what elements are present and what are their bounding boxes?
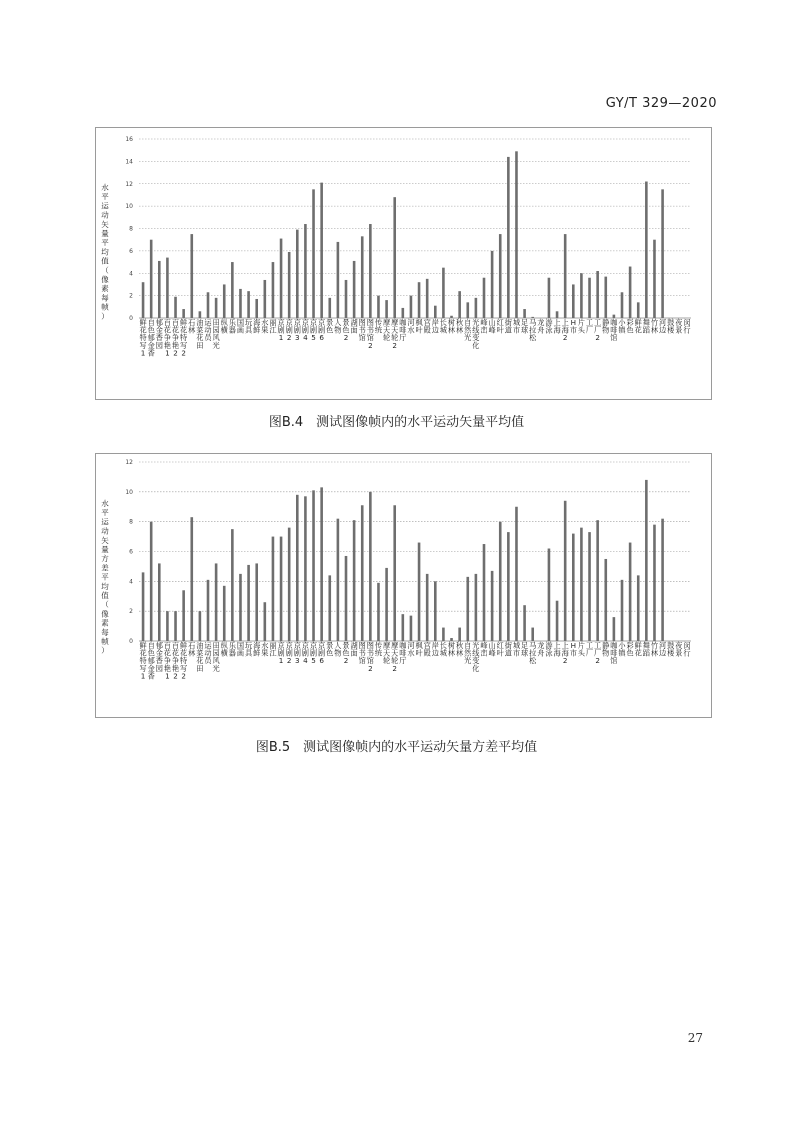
bar bbox=[466, 577, 469, 641]
x-category-label: 油菜花田 bbox=[196, 318, 204, 350]
bar bbox=[345, 280, 348, 318]
y-tick-label: 10 bbox=[125, 203, 133, 211]
bar bbox=[402, 614, 405, 641]
bar bbox=[231, 262, 234, 318]
x-category-label: 长城 bbox=[439, 641, 448, 658]
x-category-label: 摩天轮 2 bbox=[391, 641, 399, 673]
bar bbox=[621, 580, 624, 641]
x-category-label: 河边 bbox=[658, 641, 667, 658]
y-tick-label: 10 bbox=[125, 488, 133, 496]
bar bbox=[353, 520, 356, 641]
bar bbox=[507, 157, 510, 318]
bar bbox=[556, 601, 559, 641]
x-category-label: 百花争艳 2 bbox=[171, 318, 180, 358]
bar bbox=[556, 311, 559, 318]
x-category-label: 光线变化 bbox=[472, 641, 480, 673]
bar bbox=[353, 261, 356, 318]
x-category-label: 城市 bbox=[512, 641, 521, 658]
x-category-label: 京剧 4 bbox=[301, 318, 310, 343]
x-category-label: 城市 bbox=[512, 318, 521, 335]
x-category-label: 工厂 bbox=[585, 318, 594, 335]
bar bbox=[142, 282, 145, 318]
x-category-label: 湖面 bbox=[350, 318, 358, 335]
x-category-label: 静物 bbox=[602, 318, 610, 335]
bar bbox=[604, 559, 607, 641]
bar bbox=[199, 611, 202, 641]
bar bbox=[345, 556, 348, 641]
bar bbox=[272, 262, 275, 318]
x-category-label: 鼓楼 bbox=[667, 641, 675, 658]
x-category-label: 咖啡厅 bbox=[399, 641, 407, 666]
bar bbox=[491, 251, 494, 318]
x-category-label: 秋林 bbox=[456, 318, 464, 335]
x-category-label: 自色郁金香 bbox=[147, 641, 155, 681]
bar bbox=[369, 224, 372, 318]
bar bbox=[458, 291, 461, 318]
bar bbox=[426, 279, 429, 318]
x-category-label: 京剧 3 bbox=[293, 641, 301, 666]
bar bbox=[166, 611, 169, 641]
bar bbox=[418, 282, 421, 318]
x-category-label: 鲜花特写 2 bbox=[180, 318, 188, 358]
x-category-label: 运动员 bbox=[204, 318, 212, 343]
x-category-label: 树林 bbox=[447, 641, 456, 658]
x-category-label: 河边 bbox=[658, 318, 667, 335]
bar bbox=[661, 189, 664, 318]
x-category-label: 景色 2 bbox=[342, 318, 350, 343]
bar bbox=[337, 242, 340, 318]
bar bbox=[174, 297, 177, 318]
x-category-label: 鲜花 bbox=[634, 641, 642, 658]
chart-frame-b5 bbox=[95, 453, 712, 718]
bar bbox=[255, 563, 258, 641]
x-category-label: 湖面 bbox=[350, 641, 358, 658]
bar bbox=[572, 284, 575, 318]
x-category-label: 鼓楼 bbox=[667, 318, 675, 335]
x-category-label: 山峰 bbox=[488, 641, 496, 658]
y-tick-label: 16 bbox=[125, 136, 133, 143]
x-category-label: 舞蹈 bbox=[642, 641, 650, 658]
bar bbox=[385, 300, 388, 318]
bar bbox=[426, 574, 429, 641]
bar bbox=[361, 505, 364, 641]
bar bbox=[304, 224, 307, 318]
figure-caption-b4: 图B.4 测试图像帧内的水平运动矢量平均值 bbox=[268, 415, 525, 430]
bar bbox=[296, 230, 299, 318]
bar bbox=[190, 517, 193, 641]
x-category-label: 秋林 bbox=[456, 641, 464, 658]
bar bbox=[491, 571, 494, 641]
bar bbox=[361, 236, 364, 318]
x-category-label: 传统 bbox=[374, 318, 383, 335]
x-category-label: 马拉松 bbox=[529, 641, 537, 666]
bar bbox=[434, 306, 437, 318]
bar bbox=[320, 487, 323, 641]
x-category-label: 山峰 bbox=[488, 318, 496, 335]
bar bbox=[523, 605, 526, 641]
bar bbox=[385, 568, 388, 641]
x-category-label: 图书馆 bbox=[358, 641, 366, 666]
x-category-label: 运动员 bbox=[204, 641, 212, 666]
bar bbox=[588, 278, 591, 318]
bar bbox=[466, 302, 469, 318]
y-tick-label: 4 bbox=[129, 270, 133, 278]
bar bbox=[621, 292, 624, 318]
bar bbox=[596, 271, 599, 318]
x-category-label: 长城 bbox=[439, 318, 448, 335]
x-category-label: 咖啡厅 bbox=[399, 318, 407, 343]
x-category-label: 河水 bbox=[407, 318, 415, 335]
bar bbox=[377, 296, 380, 318]
x-category-label: 景色 bbox=[326, 641, 334, 658]
bar bbox=[369, 492, 372, 641]
x-category-label: 景色 2 bbox=[342, 641, 350, 666]
bar bbox=[564, 501, 567, 641]
bar bbox=[588, 532, 591, 641]
y-axis-label: 水平运动矢量方差平均值（像素每帧） bbox=[101, 499, 109, 656]
x-category-label: 峰峦 bbox=[480, 318, 488, 335]
x-category-label: 京剧 3 bbox=[293, 318, 301, 343]
x-category-label: 玩具 bbox=[244, 318, 253, 335]
x-category-label: 自色郁金香 bbox=[147, 318, 155, 358]
bar bbox=[410, 296, 413, 318]
x-category-label: 鲜花特写 2 bbox=[180, 641, 188, 681]
x-category-label: 片头 bbox=[577, 641, 586, 658]
bar bbox=[174, 611, 177, 641]
bar bbox=[158, 563, 161, 641]
bar bbox=[572, 534, 575, 641]
x-category-label: 工厂 2 bbox=[594, 641, 602, 666]
bar bbox=[645, 480, 648, 641]
x-category-label: 纵横 bbox=[220, 641, 228, 658]
bar bbox=[288, 528, 291, 641]
bar bbox=[223, 284, 226, 318]
x-category-label: H 市 bbox=[569, 641, 577, 658]
y-tick-label: 0 bbox=[129, 638, 133, 645]
x-category-label: 龙舟 bbox=[537, 318, 545, 335]
bar bbox=[215, 563, 218, 641]
x-category-label: 水果 bbox=[261, 318, 269, 335]
bar bbox=[499, 234, 502, 318]
x-category-label: 竹林 bbox=[650, 641, 659, 658]
bar bbox=[596, 520, 599, 641]
x-category-label: 景色 bbox=[326, 318, 334, 335]
x-category-label: 鲜花特写 1 bbox=[139, 318, 147, 358]
x-category-label: 国画 bbox=[236, 318, 245, 335]
bar bbox=[637, 575, 640, 641]
x-category-label: 舞蹈 bbox=[642, 318, 650, 335]
bar bbox=[515, 507, 518, 641]
x-category-label: 光线变化 bbox=[472, 318, 480, 350]
bar bbox=[296, 495, 299, 641]
chart-b5-horizontal-mv-variance bbox=[96, 454, 713, 719]
x-category-label: 工厂 2 bbox=[594, 318, 602, 343]
y-tick-label: 12 bbox=[125, 459, 133, 466]
y-tick-label: 8 bbox=[129, 518, 133, 526]
bar bbox=[142, 572, 145, 641]
x-category-label: 上海 bbox=[553, 641, 561, 658]
x-category-label: 图书馆 bbox=[358, 318, 366, 343]
x-category-label: 京剧 5 bbox=[309, 318, 318, 343]
x-category-label: 京剧 5 bbox=[309, 641, 318, 666]
bar bbox=[548, 278, 551, 318]
x-category-label: 岸边 bbox=[431, 641, 439, 658]
bar bbox=[442, 268, 445, 318]
x-category-label: 摩天轮 bbox=[382, 318, 391, 343]
chart-b4-horizontal-mv-mean bbox=[96, 128, 713, 401]
x-category-label: 郁金香园 bbox=[155, 641, 163, 673]
bar bbox=[328, 298, 331, 318]
bar bbox=[337, 519, 340, 641]
x-category-label: 树林 bbox=[447, 318, 456, 335]
bar bbox=[604, 277, 607, 318]
y-tick-label: 2 bbox=[129, 292, 133, 300]
bar bbox=[483, 278, 486, 318]
x-category-label: 郁金香园 bbox=[155, 318, 163, 350]
bar bbox=[458, 628, 461, 641]
chart-frame-b4 bbox=[95, 127, 712, 400]
bar bbox=[264, 280, 267, 318]
x-category-label: 京剧 1 bbox=[277, 641, 285, 666]
bar bbox=[523, 309, 526, 318]
x-category-label: 咖啡馆 bbox=[610, 318, 618, 343]
bar bbox=[255, 299, 258, 318]
bar bbox=[231, 529, 234, 641]
x-category-label: 石林 bbox=[188, 641, 196, 658]
bar bbox=[483, 544, 486, 641]
y-tick-label: 2 bbox=[129, 608, 133, 616]
x-category-label: 百花争艳 1 bbox=[163, 641, 172, 681]
figure-caption-b5: 图B.5 测试图像帧内的水平运动矢量方差平均值 bbox=[255, 740, 538, 755]
bar bbox=[580, 273, 583, 318]
bar bbox=[418, 543, 421, 641]
x-category-label: H 市 bbox=[569, 318, 577, 335]
x-category-label: 摩天轮 bbox=[382, 641, 391, 666]
x-category-label: 水果 bbox=[261, 641, 269, 658]
x-category-label: 玩具 bbox=[244, 641, 253, 658]
x-category-label: 百花争艳 1 bbox=[163, 318, 172, 358]
bar bbox=[190, 234, 193, 318]
x-category-label: 片头 bbox=[577, 318, 586, 335]
x-category-label: 小镇 bbox=[618, 318, 626, 335]
y-axis-label: 水平运动矢量平均值（像素每帧） bbox=[101, 183, 109, 321]
bar bbox=[247, 565, 250, 641]
x-category-label: 京剧 4 bbox=[301, 641, 310, 666]
bar bbox=[182, 309, 185, 318]
x-category-label: 彩色 bbox=[626, 641, 634, 658]
bar bbox=[312, 189, 315, 318]
x-category-label: 上海 bbox=[553, 318, 561, 335]
bar bbox=[150, 522, 153, 641]
bar bbox=[548, 549, 551, 641]
bar bbox=[280, 537, 283, 641]
y-tick-label: 6 bbox=[129, 548, 133, 556]
x-category-label: 枫叶 bbox=[415, 641, 423, 658]
x-category-label: 静物 bbox=[602, 641, 610, 658]
bar bbox=[215, 298, 218, 318]
x-category-label: 自然光 bbox=[464, 641, 472, 666]
x-category-label: 鲜花 bbox=[634, 318, 642, 335]
x-category-label: 足球 bbox=[520, 318, 529, 335]
x-category-label: 岸边 bbox=[431, 318, 439, 335]
x-category-label: 田园风光 bbox=[212, 641, 220, 673]
x-category-label: 夜景 bbox=[675, 641, 683, 658]
bar bbox=[475, 574, 478, 641]
x-category-label: 宫殿 bbox=[423, 318, 431, 335]
x-category-label: 人物 bbox=[334, 318, 342, 335]
bar bbox=[264, 602, 267, 641]
bar bbox=[304, 496, 307, 641]
bar bbox=[328, 575, 331, 641]
x-category-label: 河水 bbox=[407, 641, 415, 658]
x-category-label: 丽江 bbox=[269, 318, 277, 335]
x-category-label: 图书馆 2 bbox=[366, 641, 374, 673]
bar bbox=[207, 292, 210, 318]
bar bbox=[475, 298, 478, 318]
x-category-label: 街道 bbox=[504, 318, 512, 335]
x-category-label: 游泳 bbox=[545, 641, 553, 658]
bar bbox=[158, 261, 161, 318]
bar bbox=[507, 532, 510, 641]
y-tick-label: 8 bbox=[129, 225, 133, 233]
x-category-label: 龙舟 bbox=[537, 641, 545, 658]
bar bbox=[312, 490, 315, 641]
x-category-label: 乐器 bbox=[228, 641, 236, 658]
bar bbox=[182, 590, 185, 641]
x-category-label: 游泳 bbox=[545, 318, 553, 335]
bar bbox=[531, 628, 534, 641]
x-category-label: 马拉松 bbox=[529, 318, 537, 343]
bar bbox=[402, 308, 405, 318]
x-category-label: 工厂 bbox=[585, 641, 594, 658]
x-category-label: 人物 bbox=[334, 641, 342, 658]
bar bbox=[239, 289, 242, 318]
bar bbox=[661, 519, 664, 641]
x-category-label: 枫叶 bbox=[415, 318, 423, 335]
x-category-label: 京剧 1 bbox=[277, 318, 285, 343]
x-category-label: 宫殿 bbox=[423, 641, 431, 658]
bar bbox=[629, 543, 632, 641]
x-category-label: 上海 2 bbox=[561, 641, 569, 666]
x-category-label: 京剧 2 bbox=[285, 641, 293, 666]
x-category-label: 鲜花特写 1 bbox=[139, 641, 147, 681]
x-category-label: 闵行 bbox=[683, 318, 691, 335]
x-category-label: 京剧 6 bbox=[318, 641, 326, 666]
x-category-label: 油菜花田 bbox=[196, 641, 204, 673]
bar bbox=[637, 302, 640, 318]
x-category-label: 海鲜 bbox=[253, 641, 261, 658]
x-category-label: 图书馆 2 bbox=[366, 318, 374, 350]
x-category-label: 丽江 bbox=[269, 641, 277, 658]
bar bbox=[288, 252, 291, 318]
bar bbox=[499, 522, 502, 641]
x-category-label: 乐器 bbox=[228, 318, 236, 335]
bar bbox=[247, 291, 250, 318]
bar bbox=[320, 183, 323, 318]
x-category-label: 京剧 6 bbox=[318, 318, 326, 343]
x-category-label: 海鲜 bbox=[253, 318, 261, 335]
x-category-label: 摩天轮 2 bbox=[391, 318, 399, 350]
y-tick-label: 12 bbox=[125, 180, 133, 188]
bar bbox=[410, 616, 413, 641]
page-number: 27 bbox=[687, 1031, 703, 1045]
bar bbox=[580, 528, 583, 641]
x-category-label: 足球 bbox=[520, 641, 529, 658]
bar bbox=[613, 617, 616, 641]
x-category-label: 小镇 bbox=[618, 641, 626, 658]
bar bbox=[564, 234, 567, 318]
x-category-label: 彩色 bbox=[626, 318, 634, 335]
bar bbox=[393, 197, 396, 318]
bar bbox=[207, 580, 210, 641]
bar bbox=[645, 182, 648, 318]
bar bbox=[223, 586, 226, 641]
x-category-label: 峰峦 bbox=[480, 641, 488, 658]
bar bbox=[377, 583, 380, 641]
x-category-label: 纵横 bbox=[220, 318, 228, 335]
x-category-label: 田园风光 bbox=[212, 318, 220, 350]
bar bbox=[653, 525, 656, 641]
bar bbox=[150, 240, 153, 318]
x-category-label: 闵行 bbox=[683, 641, 691, 658]
bar bbox=[393, 505, 396, 641]
x-category-label: 传统 bbox=[374, 641, 383, 658]
standard-code: GY/T 329—2020 bbox=[605, 96, 717, 111]
y-tick-label: 14 bbox=[125, 158, 133, 166]
x-category-label: 百花争艳 2 bbox=[171, 641, 180, 681]
bar bbox=[199, 311, 202, 318]
x-category-label: 街道 bbox=[504, 641, 512, 658]
bar bbox=[434, 581, 437, 641]
x-category-label: 自然光 bbox=[464, 318, 472, 343]
bar bbox=[629, 267, 632, 318]
bar bbox=[166, 258, 169, 318]
x-category-label: 夜景 bbox=[675, 318, 683, 335]
x-category-label: 咖啡馆 bbox=[610, 641, 618, 666]
x-category-label: 红叶 bbox=[496, 641, 504, 658]
bar bbox=[515, 151, 518, 318]
x-category-label: 京剧 2 bbox=[285, 318, 293, 343]
y-tick-label: 6 bbox=[129, 247, 133, 255]
x-category-label: 红叶 bbox=[496, 318, 504, 335]
x-category-label: 竹林 bbox=[650, 318, 659, 335]
bar bbox=[280, 239, 283, 318]
y-tick-label: 4 bbox=[129, 578, 133, 586]
y-tick-label: 0 bbox=[129, 315, 133, 322]
x-category-label: 石林 bbox=[188, 318, 196, 335]
bar bbox=[653, 240, 656, 318]
x-category-label: 国画 bbox=[236, 641, 245, 658]
bar bbox=[239, 574, 242, 641]
x-category-label: 上海 2 bbox=[561, 318, 569, 343]
bar bbox=[442, 628, 445, 641]
bar bbox=[272, 537, 275, 641]
